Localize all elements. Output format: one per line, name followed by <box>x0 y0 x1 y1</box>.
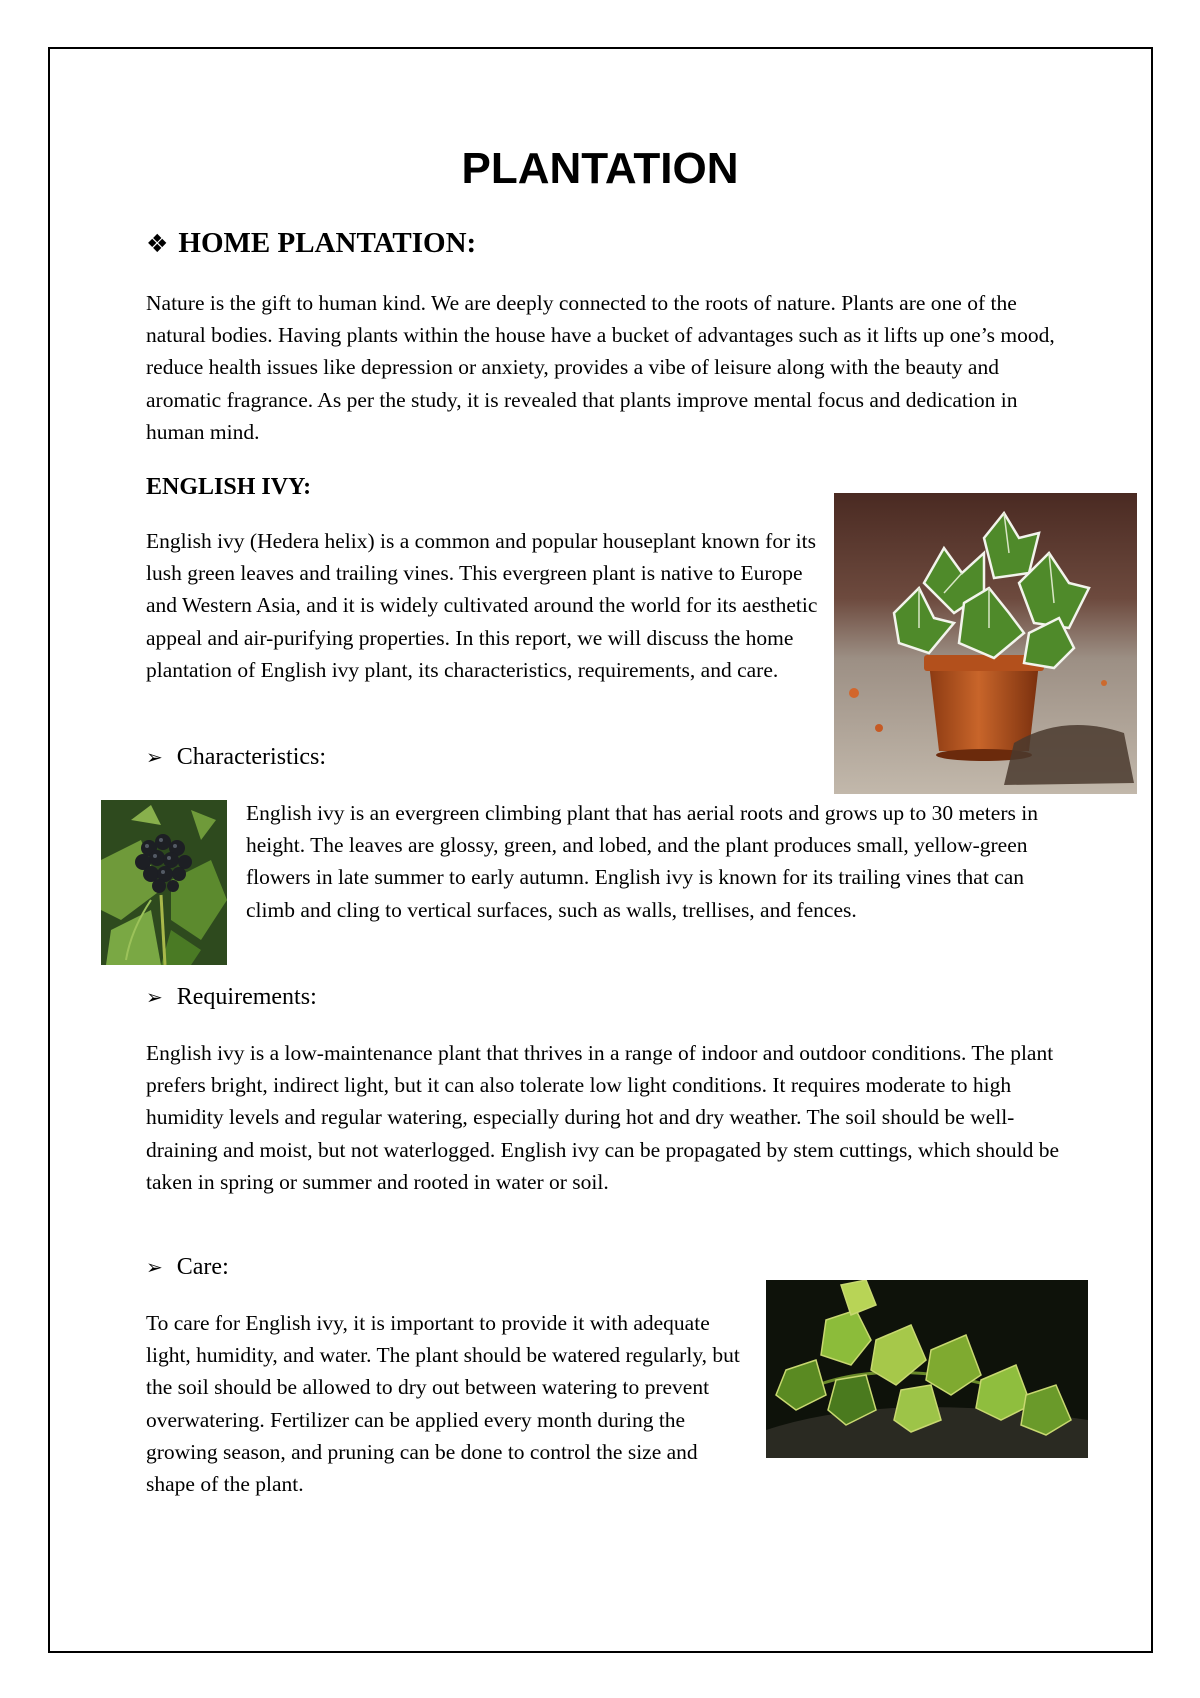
requirements-paragraph: English ivy is a low-maintenance plant that thrives in a range of indoor and outdoor conditions. The plant prefers bright, indirect light, but it can also tolerate low light conditions. It requires moderate to high humidity levels and regular watering, especially during hot and dry weather. The soil should be well-draining and moist, but not waterlogged. English ivy can be propagated by stem cuttings, which should be taken in spring or summer and rooted in water or soil. <box>146 1041 1059 1194</box>
english-ivy-heading: ENGLISH IVY: <box>146 474 312 500</box>
arrow-bullet-icon: ➢ <box>146 1255 163 1279</box>
care-paragraph: To care for English ivy, it is important to provide it with adequate light, humidity, and water. The plant should be watered regularly, but the soil should be allowed to dry out between watering to prevent overwatering. Fertilizer can be applied every month during the growing season, and pruning can be done to control the size and shape of the plant. <box>146 1311 740 1497</box>
requirements-heading <box>146 980 317 1014</box>
care-heading-text: Care: <box>176 1254 229 1280</box>
ivy-vines-photo <box>766 1280 1088 1458</box>
home-plantation-paragraph: Nature is the gift to human kind. We are deeply connected to the roots of nature. Plants are one of the natural bodies. Having plants within the house have a bucket of advantages such as it lifts up one’s mood, reduce health issues like depression or anxiety, provides a vibe of leisure along with the beauty and aromatic fragrance. As per the study, it is revealed that plants improve mental focus and dedication in human mind. <box>146 291 1055 444</box>
home-plantation-heading-text: HOME PLANTATION: <box>178 227 477 259</box>
page-title: PLANTATION <box>461 144 739 193</box>
arrow-bullet-icon: ➢ <box>146 985 163 1009</box>
characteristics-heading-text: Characteristics: <box>176 744 327 770</box>
ivy-berries-photo <box>101 800 227 965</box>
diamond-bullet-icon: ❖ <box>146 229 169 258</box>
english-ivy-paragraph: English ivy (Hedera helix) is a common and popular houseplant known for its lush green leaves and trailing vines. This evergreen plant is native to Europe and Western Asia, and it is widely cultivated around the world for its aesthetic appeal and air-purifying properties. In this report, we will discuss the home plantation of English ivy plant, its characteristics, requirements, and care. <box>146 529 818 682</box>
home-plantation-heading <box>146 223 476 264</box>
potted-ivy-photo <box>834 493 1137 794</box>
arrow-bullet-icon: ➢ <box>146 745 163 769</box>
characteristics-paragraph: English ivy is an evergreen climbing plant that has aerial roots and grows up to 30 meters in height. The leaves are glossy, green, and lobed, and the plant produces small, yellow-green flowers in late summer to early autumn. English ivy is known for its trailing vines that can climb and cling to vertical surfaces, such as walls, trellises, and fences. <box>246 801 1038 922</box>
characteristics-heading <box>146 740 326 774</box>
requirements-heading-text: Requirements: <box>176 984 317 1010</box>
care-heading <box>146 1250 229 1284</box>
